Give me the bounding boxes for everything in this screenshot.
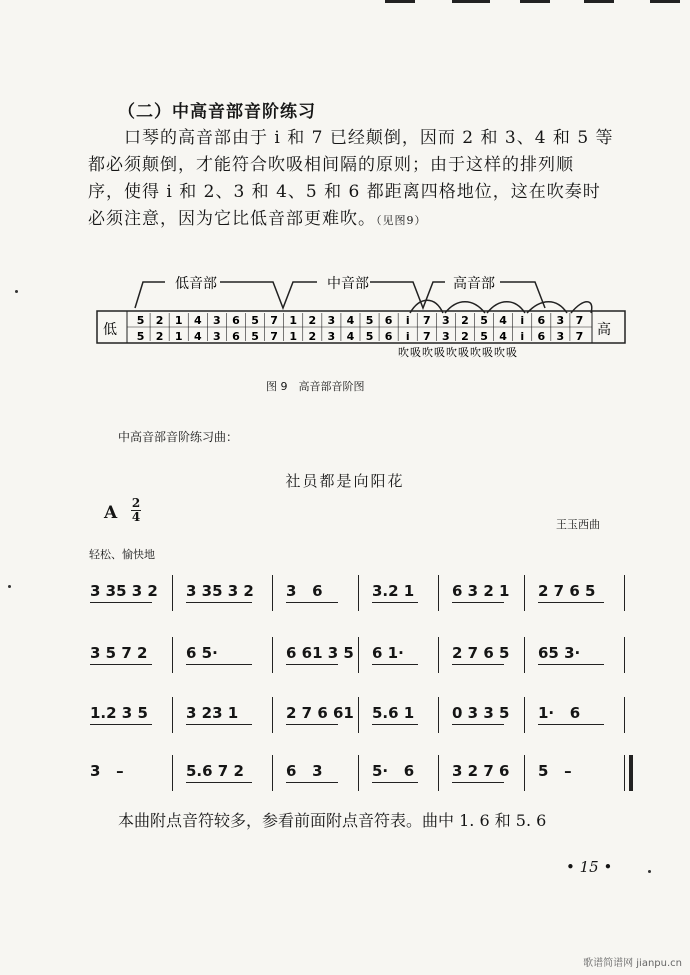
measure-notes: 6 3 — [286, 762, 323, 780]
paragraph-line-1: 口琴的高音部由于 i 和 7 已经颠倒，因而 2 和 3、4 和 5 等 — [124, 128, 614, 148]
hole-bottom-24: 7 — [575, 330, 584, 343]
measure — [182, 694, 274, 742]
hole-bottom-22: 6 — [537, 330, 546, 343]
measure — [86, 572, 174, 620]
beam-underline — [452, 602, 504, 603]
bar-line — [172, 637, 173, 673]
measure — [182, 634, 274, 682]
measure — [448, 572, 526, 620]
beam-underline — [90, 724, 152, 725]
watermark: 歌谱简谱网 jianpu.cn — [583, 958, 682, 969]
meter-top: 2 — [131, 496, 141, 510]
figure-caption: 图 9 高音部音阶图 — [266, 380, 365, 393]
measure-notes: 0 3 3 5 — [452, 704, 510, 722]
hole-top-21: i — [520, 314, 525, 327]
hole-top-9: 1 — [289, 314, 298, 327]
beam-underline — [538, 602, 604, 603]
hole-top-11: 3 — [327, 314, 336, 327]
measure — [534, 572, 626, 620]
measure-notes: 2 7 6 5 — [538, 582, 596, 600]
bar-line — [358, 755, 359, 791]
measure-notes: 3 5 7 2 — [90, 644, 148, 662]
hole-bottom-1: 5 — [136, 330, 145, 343]
hole-top-2: 2 — [155, 314, 164, 327]
hole-top-12: 4 — [346, 314, 355, 327]
hole-top-10: 2 — [308, 314, 317, 327]
final-bar-line — [629, 755, 633, 791]
beam-underline — [286, 664, 338, 665]
measure-notes: 3 2 7 6 — [452, 762, 510, 780]
hole-bottom-23: 3 — [556, 330, 565, 343]
speck — [8, 585, 11, 588]
bar-line — [524, 575, 525, 611]
bar-line — [272, 697, 273, 733]
bar-line — [624, 697, 625, 733]
hole-bottom-14: 6 — [384, 330, 393, 343]
hole-bottom-16: 7 — [422, 330, 431, 343]
measure — [448, 694, 526, 742]
bar-line — [624, 637, 625, 673]
hole-bottom-9: 1 — [289, 330, 298, 343]
beam-underline — [452, 782, 504, 783]
bar-line — [438, 755, 439, 791]
beam-underline — [286, 782, 338, 783]
measure-notes: 6 5· — [186, 644, 218, 662]
bar-line — [524, 637, 525, 673]
measure — [534, 634, 626, 682]
hole-top-19: 5 — [480, 314, 488, 327]
measure — [282, 752, 360, 800]
measure-notes: 3 – — [90, 762, 124, 780]
hole-top-15: i — [405, 314, 410, 327]
measure-notes: 6 3 2 1 — [452, 582, 510, 600]
group-low-label: 低音部 — [175, 276, 217, 292]
measure-notes: 3.2 1 — [372, 582, 415, 600]
measure — [282, 694, 360, 742]
hole-bottom-7: 5 — [251, 330, 259, 343]
measure — [86, 634, 174, 682]
bar-line — [438, 697, 439, 733]
beam-underline — [538, 724, 604, 725]
score-row-1 — [86, 572, 636, 620]
page-number: • 15 • — [566, 858, 613, 876]
hole-top-3: 1 — [174, 314, 183, 327]
measure — [182, 752, 274, 800]
measure-notes: 6 1· — [372, 644, 404, 662]
composer: 王玉西曲 — [556, 518, 600, 531]
hole-bottom-19: 5 — [480, 330, 488, 343]
beam-underline — [286, 602, 338, 603]
beam-underline — [372, 782, 418, 783]
measure-notes: 5.6 7 2 — [186, 762, 244, 780]
bar-line — [272, 637, 273, 673]
hole-bottom-8: 7 — [270, 330, 278, 343]
measure-notes: 1.2 3 5 — [90, 704, 148, 722]
hole-top-24: 7 — [575, 314, 584, 327]
footnote: 本曲附点音符较多，参看前面附点音符表。曲中 1. 6 和 5. 6 — [118, 811, 547, 830]
measure-notes: 65 3· — [538, 644, 581, 662]
bar-line — [438, 637, 439, 673]
beam-underline — [452, 724, 504, 725]
hole-top-5: 3 — [213, 314, 221, 327]
hole-bottom-20: 4 — [499, 330, 507, 343]
beam-underline — [452, 664, 504, 665]
hole-bottom-12: 4 — [346, 330, 355, 343]
measure — [534, 752, 626, 800]
hole-top-4: 4 — [193, 314, 202, 327]
harmonica-diagram — [95, 268, 630, 358]
bar-line — [524, 755, 525, 791]
hole-bottom-2: 2 — [155, 330, 164, 343]
bar-line — [624, 755, 625, 791]
measure-notes: 3 6 — [286, 582, 323, 600]
measure — [368, 752, 440, 800]
paragraph-line-3: 序，使得 i 和 2、3 和 4、5 和 6 都距离四格地位，这在吹奏时 — [88, 182, 601, 202]
hole-bottom-5: 3 — [213, 330, 221, 343]
hole-bottom-3: 1 — [174, 330, 183, 343]
bar-line — [358, 575, 359, 611]
measure-notes: 3 35 3 2 — [186, 582, 254, 600]
time-signature — [131, 497, 141, 524]
measure — [282, 634, 360, 682]
paragraph-ref: （见图9） — [376, 214, 427, 227]
group-mid-label: 中音部 — [327, 276, 369, 292]
measure — [448, 634, 526, 682]
beam-underline — [286, 724, 338, 725]
measure — [368, 694, 440, 742]
meter-bottom: 4 — [131, 510, 141, 524]
hole-bottom-15: i — [405, 330, 410, 343]
bar-line — [624, 575, 625, 611]
hole-bottom-6: 6 — [232, 330, 240, 343]
hole-bottom-13: 5 — [365, 330, 374, 343]
hole-top-22: 6 — [537, 314, 546, 327]
measure-notes: 6 61 3 5 — [286, 644, 354, 662]
intro-text: 中高音部音阶练习曲： — [118, 430, 239, 444]
hole-bottom-10: 2 — [308, 330, 317, 343]
score-row-4 — [86, 752, 636, 800]
hole-bottom-21: i — [520, 330, 525, 343]
score-row-3 — [86, 694, 636, 742]
hole-top-16: 7 — [422, 314, 431, 327]
measure-notes: 1· 6 — [538, 704, 581, 722]
hole-top-18: 2 — [461, 314, 469, 327]
hole-top-17: 3 — [442, 314, 450, 327]
beam-underline — [372, 602, 418, 603]
beam-underline — [186, 664, 252, 665]
key-signature: A — [104, 503, 118, 523]
bar-line — [524, 697, 525, 733]
speck — [648, 870, 651, 873]
measure-notes: 2 7 6 61 — [286, 704, 354, 722]
hole-bottom-11: 3 — [327, 330, 336, 343]
measure — [182, 572, 274, 620]
tempo-marking: 轻松、愉快地 — [89, 548, 155, 561]
bar-line — [272, 575, 273, 611]
measure-notes: 5.6 1 — [372, 704, 415, 722]
score-row-2 — [86, 634, 636, 682]
bar-line — [272, 755, 273, 791]
hole-top-13: 5 — [365, 314, 374, 327]
hole-top-7: 5 — [251, 314, 259, 327]
measure — [282, 572, 360, 620]
bar-line — [438, 575, 439, 611]
hole-top-8: 7 — [270, 314, 278, 327]
high-end-label: 高 — [597, 322, 611, 338]
beam-underline — [90, 602, 152, 603]
hole-bottom-18: 2 — [461, 330, 469, 343]
low-end-label: 低 — [103, 322, 117, 338]
bar-line — [358, 697, 359, 733]
breath-pattern: 吹吸吹吸吹吸吹吸吹吸 — [398, 346, 518, 358]
measure — [448, 752, 526, 800]
beam-underline — [372, 724, 418, 725]
paragraph — [88, 125, 648, 234]
section-title: （二）中高音部音阶练习 — [118, 102, 316, 122]
song-title: 社员都是向阳花 — [285, 472, 405, 490]
measure — [86, 752, 174, 800]
beam-underline — [186, 602, 252, 603]
measure-notes: 3 35 3 2 — [90, 582, 158, 600]
measure — [368, 572, 440, 620]
measure — [368, 634, 440, 682]
measure-notes: 2 7 6 5 — [452, 644, 510, 662]
measure — [534, 694, 626, 742]
hole-top-20: 4 — [499, 314, 507, 327]
measure-notes: 5· 6 — [372, 762, 415, 780]
beam-underline — [186, 724, 252, 725]
hole-bottom-4: 4 — [193, 330, 202, 343]
measure — [86, 694, 174, 742]
measure-notes: 3 23 1 — [186, 704, 239, 722]
beam-underline — [372, 664, 418, 665]
hole-top-14: 6 — [384, 314, 393, 327]
beam-underline — [186, 782, 252, 783]
bar-line — [172, 697, 173, 733]
beam-underline — [90, 664, 152, 665]
hole-bottom-17: 3 — [442, 330, 450, 343]
paragraph-line-4: 必须注意，因为它比低音部更难吹。（见图9） — [88, 209, 427, 229]
hole-top-23: 3 — [556, 314, 565, 327]
hole-top-1: 5 — [136, 314, 145, 327]
bar-line — [172, 755, 173, 791]
beam-underline — [538, 664, 604, 665]
bar-line — [172, 575, 173, 611]
group-high-label: 高音部 — [453, 276, 495, 292]
speck — [15, 290, 18, 293]
measure-notes: 5 – — [538, 762, 572, 780]
paragraph-line-2: 都必须颠倒，才能符合吹吸相间隔的原则；由于这样的排列顺 — [88, 155, 574, 175]
bar-line — [358, 637, 359, 673]
hole-top-6: 6 — [232, 314, 240, 327]
